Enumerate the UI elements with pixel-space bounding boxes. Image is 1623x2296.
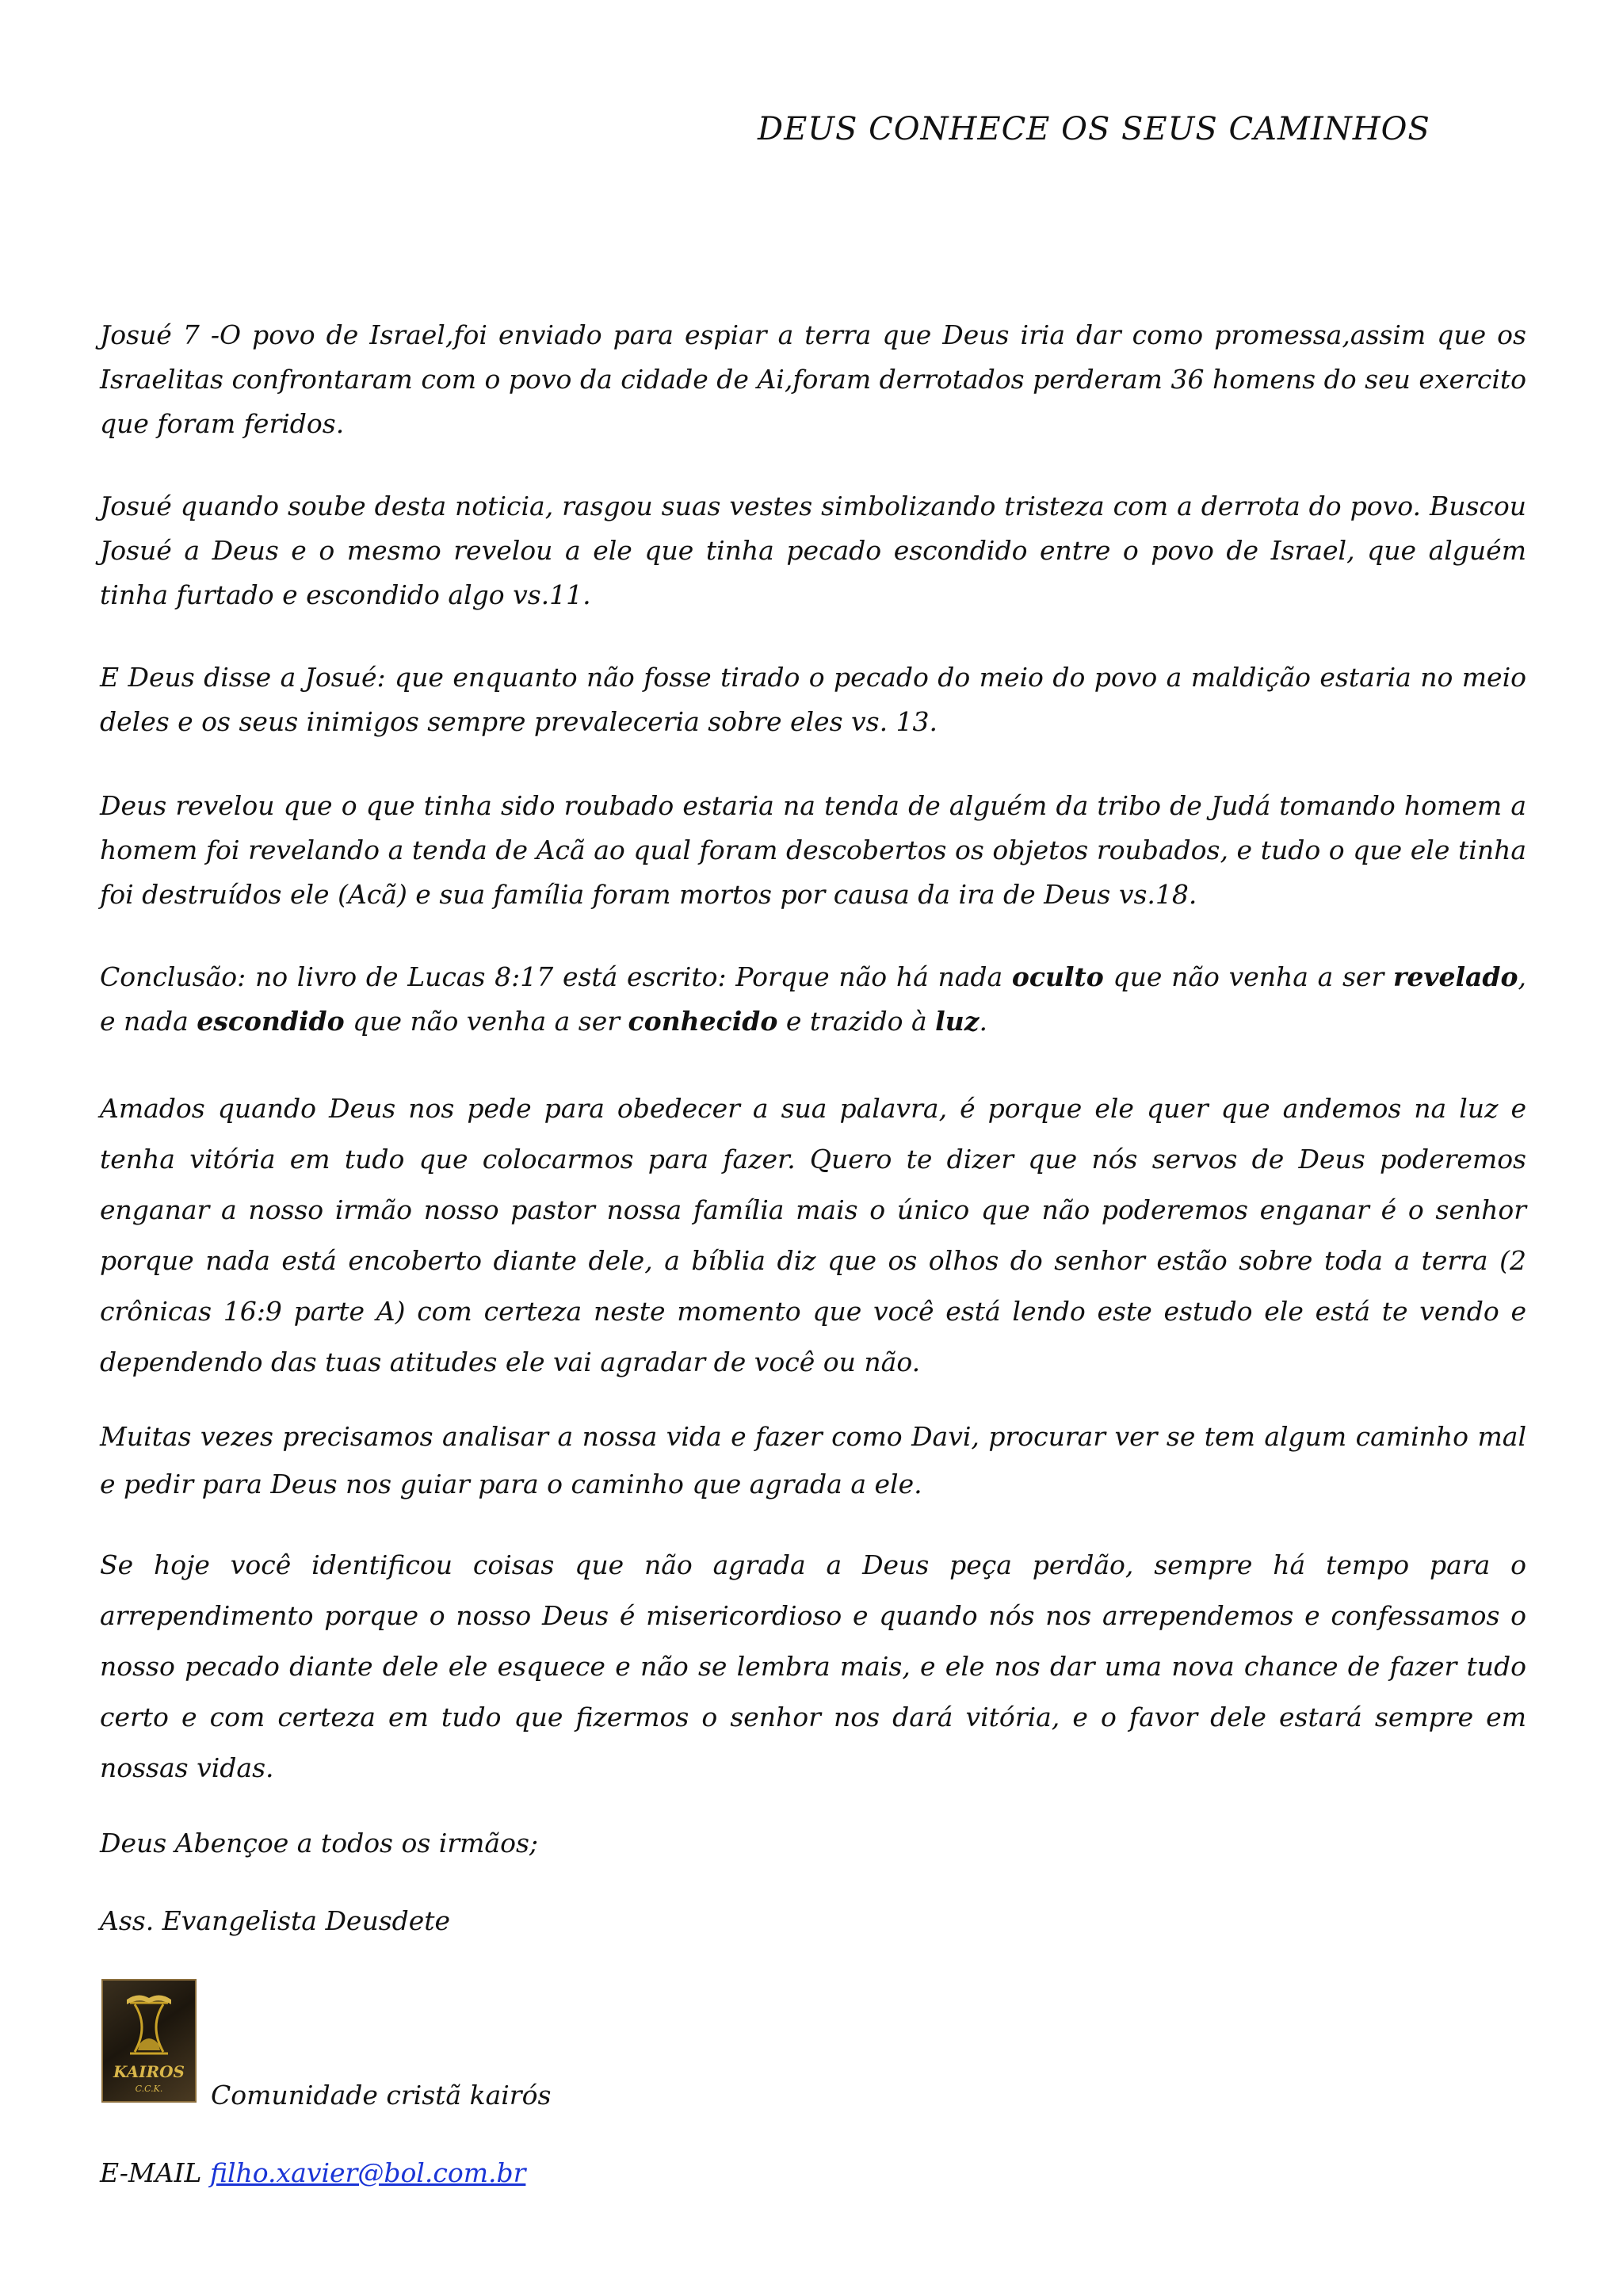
conclusion-text-5: e trazido à: [777, 1006, 936, 1037]
conclusion-text-1: Conclusão: no livro de Lucas 8:17 está escrito: Porque não há nada: [100, 961, 1012, 992]
community-name: Comunidade cristã kairós: [211, 2080, 552, 2111]
conclusion-text-2: que não venha a ser: [1103, 961, 1393, 992]
conclusion-text-4: que não venha a ser: [344, 1006, 628, 1037]
paragraph-7: Muitas vezes precisamos analisar a nossa vida e fazer como Davi, procurar ver se tem algum caminho mal e pedir para Deus nos guiar para o caminho que agrada a ele.: [100, 1421, 1526, 1499]
sand-shape: [138, 2038, 160, 2050]
emphasis-luz: luz: [935, 1006, 980, 1037]
paragraph-1: Josué 7 -O povo de Israel,foi enviado para espiar a terra que Deus iria dar como promessa,assim que os Israelitas confrontaram com o povo da cidade de Ai,foram derrotados perderam 36 homens do seu exercito que foram feridos.: [100, 319, 1526, 439]
paragraph-5-conclusion: [100, 955, 1526, 1044]
emphasis-escondido: escondido: [197, 1006, 345, 1037]
logo-text: KAIROS: [113, 2062, 185, 2081]
conclusion-text-3: , e nada: [100, 961, 1526, 1037]
blessing-line: Deus Abençoe a todos os irmãos;: [100, 1828, 538, 1859]
email-link[interactable]: filho.xavier@bol.com.br: [209, 2157, 526, 2188]
paragraph-8: Se hoje você identificou coisas que não agrada a Deus peça perdão, sempre há tempo para o arrependimento porque o nosso Deus é misericordioso e quando nós nos arrependemos e confessamos o nosso pecado diante dele ele esquece e não se lembra mais, e ele nos dar uma nova chance de fazer tudo certo e com certeza em tudo que fizermos o senhor nos dará vitória, e o favor dele estará sempre em nossas vidas.: [100, 1549, 1526, 1783]
signature-line: Ass. Evangelista Deusdete: [100, 1905, 451, 1936]
email-line: [100, 2154, 525, 2192]
paragraph-3: E Deus disse a Josué: que enquanto não fosse tirado o pecado do meio do povo a maldição estaria no meio deles e os seus inimigos sempre prevaleceria sobre eles vs. 13.: [100, 662, 1526, 737]
logo-subtext: C.C.K.: [135, 2084, 163, 2094]
email-label: E-MAIL: [100, 2157, 202, 2188]
kairos-logo: [101, 1979, 197, 2103]
emphasis-oculto: oculto: [1011, 961, 1104, 992]
emphasis-revelado: revelado: [1392, 961, 1518, 992]
conclusion-text-6: .: [979, 1006, 987, 1037]
paragraph-6: Amados quando Deus nos pede para obedecer a sua palavra, é porque ele quer que andemos na luz e tenha vitória em tudo que colocarmos para fazer. Quero te dizer que nós servos de Deus poderemos enganar a nosso irmão nosso pastor nossa família mais o único que não poderemos enganar é o senhor porque nada está encoberto diante dele, a bíblia diz que os olhos do senhor estão sobre toda a terra (2 crônicas 16:9 parte A) com certeza neste momento que você está lendo este estudo ele está te vendo e dependendo das tuas atitudes ele vai agradar de você ou não.: [100, 1093, 1526, 1377]
paragraph-2: Josué quando soube desta noticia, rasgou suas vestes simbolizando tristeza com a derrota do povo. Buscou Josué a Deus e o mesmo revelou a ele que tinha pecado escondido entre o povo de Israel, que alguém tinha furtado e escondido algo vs.11.: [100, 491, 1526, 610]
emphasis-conhecido: conhecido: [628, 1006, 778, 1037]
paragraph-4: Deus revelou que o que tinha sido roubado estaria na tenda de alguém da tribo de Judá tomando homem a homem foi revelando a tenda de Acã ao qual foram descobertos os objetos roubados, e tudo o que ele tinha foi destruídos ele (Acã) e sua família foram mortos por causa da ira de Deus vs.18.: [100, 790, 1526, 910]
document-title: DEUS CONHECE OS SEUS CAMINHOS: [758, 111, 1430, 147]
